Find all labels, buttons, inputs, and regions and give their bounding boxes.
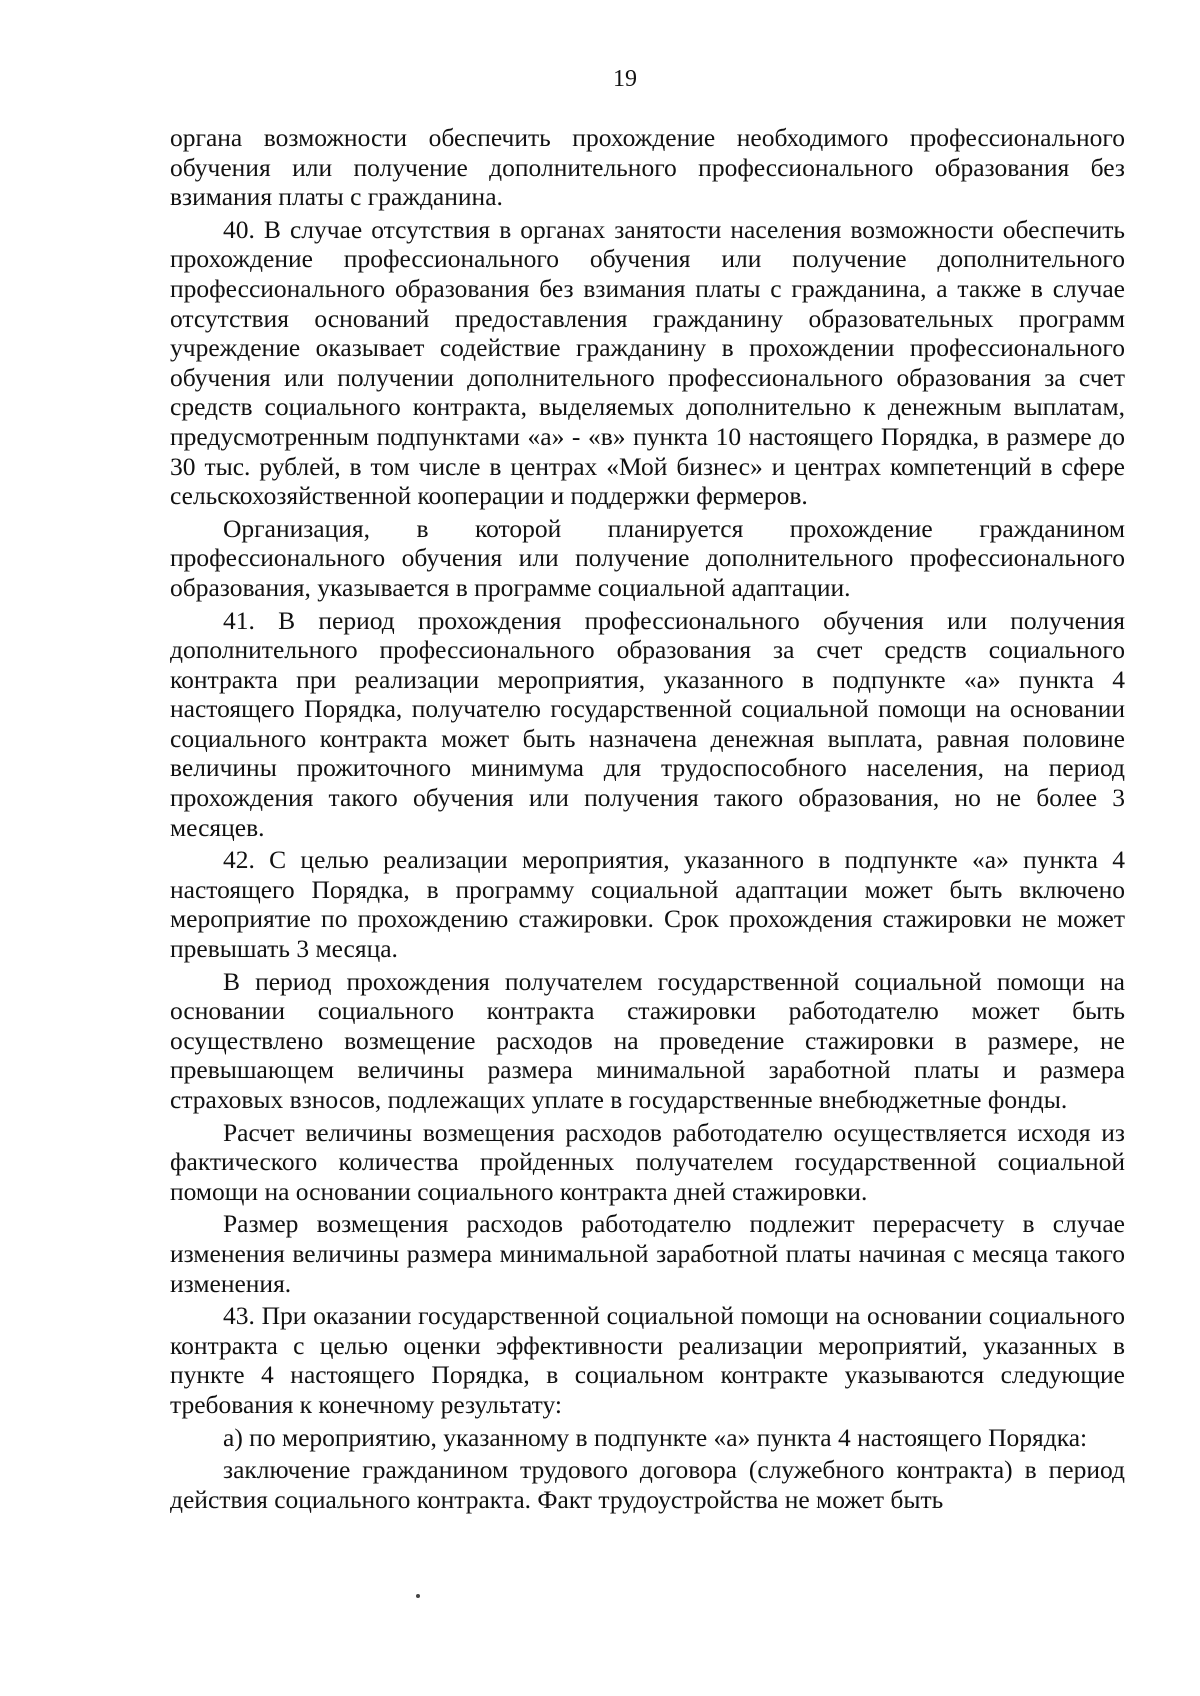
paragraph-recalculation: Размер возмещения расходов работодателю подлежит перерасчету в случае изменения величины размера минимальной заработной платы начиная с месяца такого изменения. bbox=[170, 1209, 1125, 1298]
paragraph-compensation-calculation: Расчет величины возмещения расходов работодателю осуществляется исходя из фактического количества пройденных получателем государственной социальной помощи на основании социального контракта дней стажировки. bbox=[170, 1117, 1125, 1206]
paragraph-internship-compensation: В период прохождения получателем государственной социальной помощи на основании социального контракта стажировки работодателю может быть осуществлено возмещение расходов на проведение стажировки в размере, не превышающем величины размера минимальной заработной платы и размера страховых взносов, подлежащих уплате в государственные внебюджетные фонды. bbox=[170, 966, 1125, 1114]
page-number: 19 bbox=[613, 66, 637, 92]
document-body bbox=[170, 123, 1125, 1514]
paragraph-subclause-a: а) по мероприятию, указанному в подпункте «а» пункта 4 настоящего Порядка: bbox=[223, 1422, 1088, 1452]
paragraph-clause-42: 42. С целью реализации мероприятия, указанного в подпункте «а» пункта 4 настоящего Порядка, в программу социальной адаптации может быть включено мероприятие по прохождению стажировки. Срок прохождения стажировки не может превышать 3 месяца. bbox=[170, 845, 1125, 964]
paragraph-clause-41: 41. В период прохождения профессионального обучения или получения дополнительного профессионального образования за счет средств социального контракта при реализации мероприятия, указанного в подпункте «а» пункта 4 настоящего Порядка, получателю государственной социальной помощи на основании социального контракта может быть назначена денежная выплата, равная половине величины прожиточного минимума для трудоспособного населения, на период прохождения такого обучения или получения такого образования, но не более 3 месяцев. bbox=[170, 605, 1125, 842]
scan-dot-mark bbox=[416, 1594, 420, 1598]
paragraph-clause-40: 40. В случае отсутствия в органах занятости населения возможности обеспечить прохождение профессионального обучения или получение дополнительного профессионального образования без взимания платы с гражданина, а также в случае отсутствия оснований предоставления гражданину образовательных программ учреждение оказывает содействие гражданину в прохождении профессионального обучения или получении дополнительного профессионального образования за счет средств социального контракта, выделяемых дополнительно к денежным выплатам, предусмотренным подпунктами «а» - «в» пункта 10 настоящего Порядка, в размере до 30 тыс. рублей, в том числе в центрах «Мой бизнес» и центрах компетенций в сфере сельскохозяйственной кооперации и поддержки фермеров. bbox=[170, 214, 1125, 511]
paragraph-organization: Организация, в которой планируется прохождение гражданином профессионального обучения или получение дополнительного профессионального образования, указывается в программе социальной адаптации. bbox=[170, 513, 1125, 602]
paragraph-clause-43: 43. При оказании государственной социальной помощи на основании социального контракта с целью оценки эффективности реализации мероприятий, указанных в пункте 4 настоящего Порядка, в социальном контракте указываются следующие требования к конечному результату: bbox=[170, 1301, 1125, 1419]
paragraph-continuation: органа возможности обеспечить прохождение необходимого профессионального обучения или получение дополнительного профессионального образования без взимания платы с гражданина. bbox=[170, 123, 1125, 212]
paragraph-employment-contract: заключение гражданином трудового договора (служебного контракта) в период действия социального контракта. Факт трудоустройства не может быть bbox=[170, 1455, 1125, 1514]
